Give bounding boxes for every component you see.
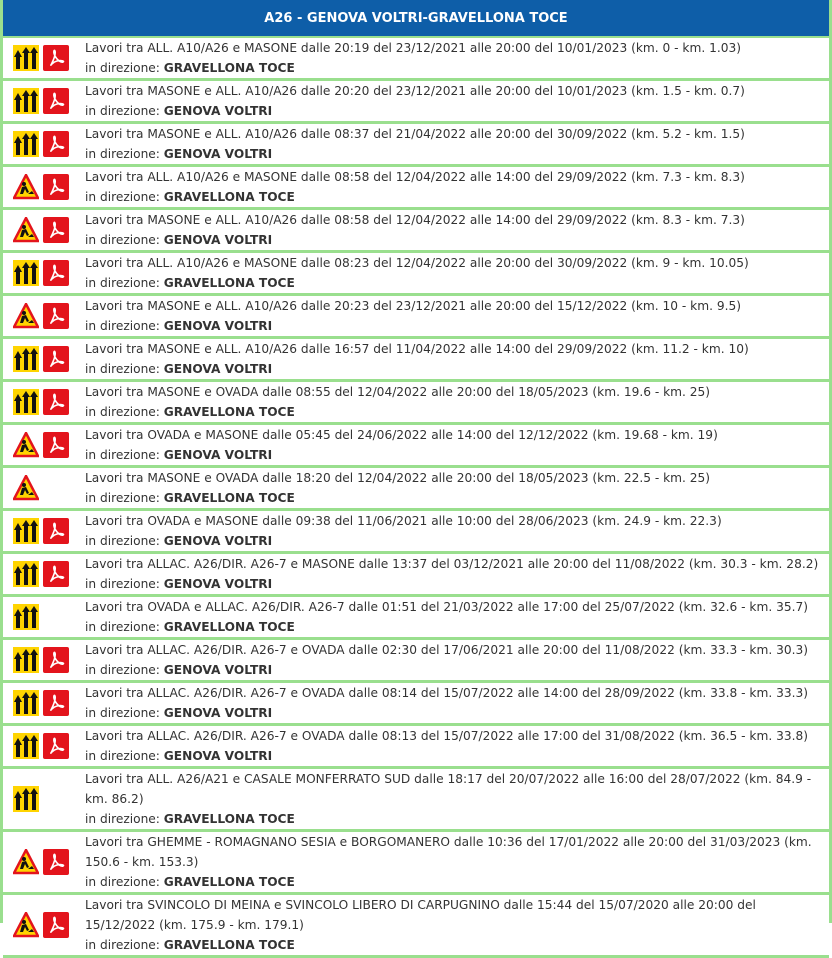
- direction-value: GENOVA VOLTRI: [163, 448, 273, 462]
- lane-closure-icon: [13, 690, 39, 716]
- lane-closure-icon: [13, 389, 39, 415]
- roadwork-row: [3, 769, 829, 832]
- row-icons: [3, 217, 85, 243]
- roadwork-direction: [85, 316, 825, 336]
- roadwork-direction: [85, 445, 825, 465]
- roadworks-icon: [13, 849, 39, 875]
- roadwork-description: Lavori tra MASONE e ALL. A10/A26 dalle 08:58 del 12/04/2022 alle 14:00 del 29/09/2022 (km. 8.3 - km. 7.3): [85, 213, 745, 227]
- roadworks-icon: [13, 475, 39, 501]
- pdf-icon[interactable]: [43, 912, 69, 938]
- roadwork-row: [3, 167, 829, 210]
- roadwork-description: Lavori tra MASONE e ALL. A10/A26 dalle 08:37 del 21/04/2022 alle 20:00 del 30/09/2022 (km. 5.2 - km. 1.5): [85, 127, 745, 141]
- direction-value: GENOVA VOLTRI: [163, 362, 273, 376]
- row-icons: [3, 88, 85, 114]
- direction-prefix: in direzione:: [85, 448, 164, 462]
- roadworks-icon: [13, 174, 39, 200]
- roadwork-row: [3, 468, 829, 511]
- row-icons: [3, 131, 85, 157]
- direction-value: GRAVELLONA TOCE: [163, 491, 295, 505]
- lane-closure-icon: [13, 88, 39, 114]
- direction-prefix: in direzione:: [85, 938, 164, 952]
- pdf-icon[interactable]: [43, 217, 69, 243]
- direction-value: GRAVELLONA TOCE: [163, 620, 295, 634]
- direction-value: GENOVA VOLTRI: [163, 147, 273, 161]
- roadwork-direction: [85, 402, 825, 422]
- roadwork-description: Lavori tra SVINCOLO DI MEINA e SVINCOLO LIBERO DI CARPUGNINO dalle 15:44 del 15/07/2020 alle 20:00 del 15/12/2022 (km. 175.9 - km. 179.1): [85, 898, 756, 932]
- roadwork-description: Lavori tra OVADA e MASONE dalle 05:45 del 24/06/2022 alle 14:00 del 12/12/2022 (km. 19.68 - km. 19): [85, 428, 718, 442]
- direction-prefix: in direzione:: [85, 233, 164, 247]
- direction-value: GENOVA VOLTRI: [163, 319, 273, 333]
- pdf-icon[interactable]: [43, 88, 69, 114]
- pdf-icon[interactable]: [43, 45, 69, 71]
- row-icons: [3, 733, 85, 759]
- roadwork-row: [3, 597, 829, 640]
- row-icons: [3, 432, 85, 458]
- roadwork-text: [85, 554, 829, 594]
- direction-prefix: in direzione:: [85, 147, 164, 161]
- row-icons: [3, 475, 85, 501]
- pdf-icon[interactable]: [43, 346, 69, 372]
- roadwork-description: Lavori tra MASONE e ALL. A10/A26 dalle 20:20 del 23/12/2021 alle 20:00 del 10/01/2023 (km. 1.5 - km. 0.7): [85, 84, 745, 98]
- roadwork-direction: [85, 359, 825, 379]
- direction-prefix: in direzione:: [85, 405, 164, 419]
- row-icons: [3, 174, 85, 200]
- roadwork-text: [85, 726, 829, 766]
- pdf-icon[interactable]: [43, 849, 69, 875]
- row-icons: [3, 912, 85, 938]
- direction-value: GRAVELLONA TOCE: [163, 190, 295, 204]
- direction-prefix: in direzione:: [85, 663, 164, 677]
- roadwork-direction: [85, 935, 825, 955]
- pdf-icon[interactable]: [43, 389, 69, 415]
- roadworks-icon: [13, 432, 39, 458]
- roadwork-text: [85, 38, 829, 78]
- row-icons: [3, 786, 85, 812]
- row-icons: [3, 849, 85, 875]
- row-icons: [3, 260, 85, 286]
- roadwork-text: [85, 167, 829, 207]
- direction-value: GENOVA VOLTRI: [163, 749, 273, 763]
- direction-prefix: in direzione:: [85, 190, 164, 204]
- roadwork-description: Lavori tra ALL. A10/A26 e MASONE dalle 08:58 del 12/04/2022 alle 14:00 del 29/09/2022 (km. 7.3 - km. 8.3): [85, 170, 745, 184]
- roadwork-text: [85, 253, 829, 293]
- roadwork-row: [3, 895, 829, 958]
- roadwork-direction: [85, 58, 825, 78]
- pdf-icon[interactable]: [43, 131, 69, 157]
- direction-value: GRAVELLONA TOCE: [163, 938, 295, 952]
- roadwork-text: [85, 210, 829, 250]
- direction-prefix: in direzione:: [85, 534, 164, 548]
- lane-closure-icon: [13, 346, 39, 372]
- pdf-icon[interactable]: [43, 518, 69, 544]
- roadwork-description: Lavori tra MASONE e ALL. A10/A26 dalle 20:23 del 23/12/2021 alle 20:00 del 15/12/2022 (km. 10 - km. 9.5): [85, 299, 741, 313]
- roadwork-row: [3, 511, 829, 554]
- row-icons: [3, 647, 85, 673]
- roadwork-description: Lavori tra ALLAC. A26/DIR. A26-7 e OVADA dalle 08:14 del 15/07/2022 alle 14:00 del 28/09/2022 (km. 33.8 - km. 33.3): [85, 686, 808, 700]
- roadworks-icon: [13, 217, 39, 243]
- pdf-icon[interactable]: [43, 733, 69, 759]
- roadwork-direction: [85, 531, 825, 551]
- roadwork-description: Lavori tra MASONE e OVADA dalle 08:55 del 12/04/2022 alle 20:00 del 18/05/2023 (km. 19.6 - km. 25): [85, 385, 711, 399]
- direction-prefix: in direzione:: [85, 812, 164, 826]
- roadwork-row: [3, 832, 829, 895]
- roadwork-text: [85, 81, 829, 121]
- row-icons: [3, 690, 85, 716]
- direction-prefix: in direzione:: [85, 319, 164, 333]
- roadwork-text: [85, 832, 829, 892]
- roadwork-row: [3, 683, 829, 726]
- row-icons: [3, 561, 85, 587]
- roadwork-row: [3, 81, 829, 124]
- roadwork-description: Lavori tra ALL. A10/A26 e MASONE dalle 20:19 del 23/12/2021 alle 20:00 del 10/01/2023 (km. 0 - km. 1.03): [85, 41, 741, 55]
- pdf-icon[interactable]: [43, 561, 69, 587]
- roadwork-row: [3, 253, 829, 296]
- roadwork-text: [85, 339, 829, 379]
- roadwork-description: Lavori tra ALLAC. A26/DIR. A26-7 e MASONE dalle 13:37 del 03/12/2021 alle 20:00 del 11/08/2022 (km. 30.3 - km. 28.2): [85, 557, 819, 571]
- roadwork-direction: [85, 101, 825, 121]
- roadwork-text: [85, 382, 829, 422]
- direction-value: GRAVELLONA TOCE: [163, 61, 295, 75]
- roadwork-text: [85, 597, 829, 637]
- roadwork-row: [3, 38, 829, 81]
- roadwork-description: Lavori tra OVADA e ALLAC. A26/DIR. A26-7 dalle 01:51 del 21/03/2022 alle 17:00 del 25/07/2022 (km. 32.6 - km. 35.7): [85, 600, 808, 614]
- direction-prefix: in direzione:: [85, 706, 164, 720]
- lane-closure-icon: [13, 786, 39, 812]
- direction-value: GRAVELLONA TOCE: [163, 405, 295, 419]
- roadwork-row: [3, 640, 829, 683]
- roadwork-text: [85, 895, 829, 955]
- lane-closure-icon: [13, 733, 39, 759]
- pdf-icon[interactable]: [43, 260, 69, 286]
- pdf-icon[interactable]: [43, 174, 69, 200]
- lane-closure-icon: [13, 131, 39, 157]
- roadwork-direction: [85, 809, 825, 829]
- direction-value: GENOVA VOLTRI: [163, 577, 273, 591]
- roadwork-text: [85, 468, 829, 508]
- direction-prefix: in direzione:: [85, 104, 164, 118]
- roadwork-row: [3, 210, 829, 253]
- direction-value: GENOVA VOLTRI: [163, 233, 273, 247]
- roadwork-text: [85, 769, 829, 829]
- roadwork-description: Lavori tra ALLAC. A26/DIR. A26-7 e OVADA dalle 02:30 del 17/06/2021 alle 20:00 del 11/08/2022 (km. 33.3 - km. 30.3): [85, 643, 808, 657]
- roadwork-row: [3, 296, 829, 339]
- direction-prefix: in direzione:: [85, 875, 164, 889]
- row-icons: [3, 303, 85, 329]
- roadwork-direction: [85, 488, 825, 508]
- roadwork-direction: [85, 273, 825, 293]
- row-icons: [3, 346, 85, 372]
- roadwork-description: Lavori tra ALLAC. A26/DIR. A26-7 e OVADA dalle 08:13 del 15/07/2022 alle 17:00 del 31/08/2022 (km. 36.5 - km. 33.8): [85, 729, 808, 743]
- roadwork-direction: [85, 872, 825, 892]
- roadwork-row: [3, 425, 829, 468]
- direction-value: GRAVELLONA TOCE: [163, 875, 295, 889]
- roadwork-description: Lavori tra ALL. A26/A21 e CASALE MONFERRATO SUD dalle 18:17 del 20/07/2022 alle 16:00 del 28/07/2022 (km. 84.9 - km. 86.2): [85, 772, 812, 806]
- pdf-icon[interactable]: [43, 690, 69, 716]
- roadworks-list: [3, 38, 829, 958]
- direction-value: GENOVA VOLTRI: [163, 706, 273, 720]
- pdf-icon[interactable]: [43, 432, 69, 458]
- roadwork-description: Lavori tra GHEMME - ROMAGNANO SESIA e BORGOMANERO dalle 10:36 del 17/01/2022 alle 20:00 del 31/03/2023 (km. 150.6 - km. 153.3): [85, 835, 812, 869]
- roadwork-text: [85, 683, 829, 723]
- roadwork-row: [3, 726, 829, 769]
- row-icons: [3, 45, 85, 71]
- direction-prefix: in direzione:: [85, 491, 164, 505]
- direction-value: GENOVA VOLTRI: [163, 663, 273, 677]
- roadwork-direction: [85, 746, 825, 766]
- row-icons: [3, 518, 85, 544]
- roadwork-direction: [85, 617, 825, 637]
- direction-prefix: in direzione:: [85, 276, 164, 290]
- roadwork-text: [85, 511, 829, 551]
- direction-prefix: in direzione:: [85, 577, 164, 591]
- direction-value: GRAVELLONA TOCE: [163, 812, 295, 826]
- direction-prefix: in direzione:: [85, 620, 164, 634]
- roadwork-direction: [85, 660, 825, 680]
- roadworks-icon: [13, 912, 39, 938]
- pdf-icon[interactable]: [43, 647, 69, 673]
- roadwork-direction: [85, 144, 825, 164]
- row-icons: [3, 604, 85, 630]
- roadwork-direction: [85, 230, 825, 250]
- roadwork-text: [85, 640, 829, 680]
- roadwork-row: [3, 339, 829, 382]
- direction-prefix: in direzione:: [85, 61, 164, 75]
- pdf-icon[interactable]: [43, 303, 69, 329]
- lane-closure-icon: [13, 260, 39, 286]
- roadwork-row: [3, 124, 829, 167]
- lane-closure-icon: [13, 647, 39, 673]
- direction-prefix: in direzione:: [85, 749, 164, 763]
- lane-closure-icon: [13, 45, 39, 71]
- roadwork-direction: [85, 703, 825, 723]
- roadwork-description: Lavori tra ALL. A10/A26 e MASONE dalle 08:23 del 12/04/2022 alle 20:00 del 30/09/2022 (km. 9 - km. 10.05): [85, 256, 749, 270]
- roadworks-icon: [13, 303, 39, 329]
- roadwork-row: [3, 382, 829, 425]
- direction-value: GENOVA VOLTRI: [163, 104, 273, 118]
- direction-value: GENOVA VOLTRI: [163, 534, 273, 548]
- row-icons: [3, 389, 85, 415]
- highway-title: A26 - GENOVA VOLTRI-GRAVELLONA TOCE: [3, 0, 829, 38]
- direction-prefix: in direzione:: [85, 362, 164, 376]
- roadwork-description: Lavori tra OVADA e MASONE dalle 09:38 del 11/06/2021 alle 10:00 del 28/06/2023 (km. 24.9 - km. 22.3): [85, 514, 722, 528]
- roadwork-description: Lavori tra MASONE e OVADA dalle 18:20 del 12/04/2022 alle 20:00 del 18/05/2023 (km. 22.5 - km. 25): [85, 471, 711, 485]
- direction-value: GRAVELLONA TOCE: [163, 276, 295, 290]
- roadwork-direction: [85, 187, 825, 207]
- roadwork-direction: [85, 574, 825, 594]
- roadwork-description: Lavori tra MASONE e ALL. A10/A26 dalle 16:57 del 11/04/2022 alle 14:00 del 29/09/2022 (km. 11.2 - km. 10): [85, 342, 749, 356]
- roadwork-row: [3, 554, 829, 597]
- lane-closure-icon: [13, 561, 39, 587]
- lane-closure-icon: [13, 518, 39, 544]
- roadwork-text: [85, 425, 829, 465]
- lane-closure-icon: [13, 604, 39, 630]
- roadwork-text: [85, 296, 829, 336]
- roadwork-text: [85, 124, 829, 164]
